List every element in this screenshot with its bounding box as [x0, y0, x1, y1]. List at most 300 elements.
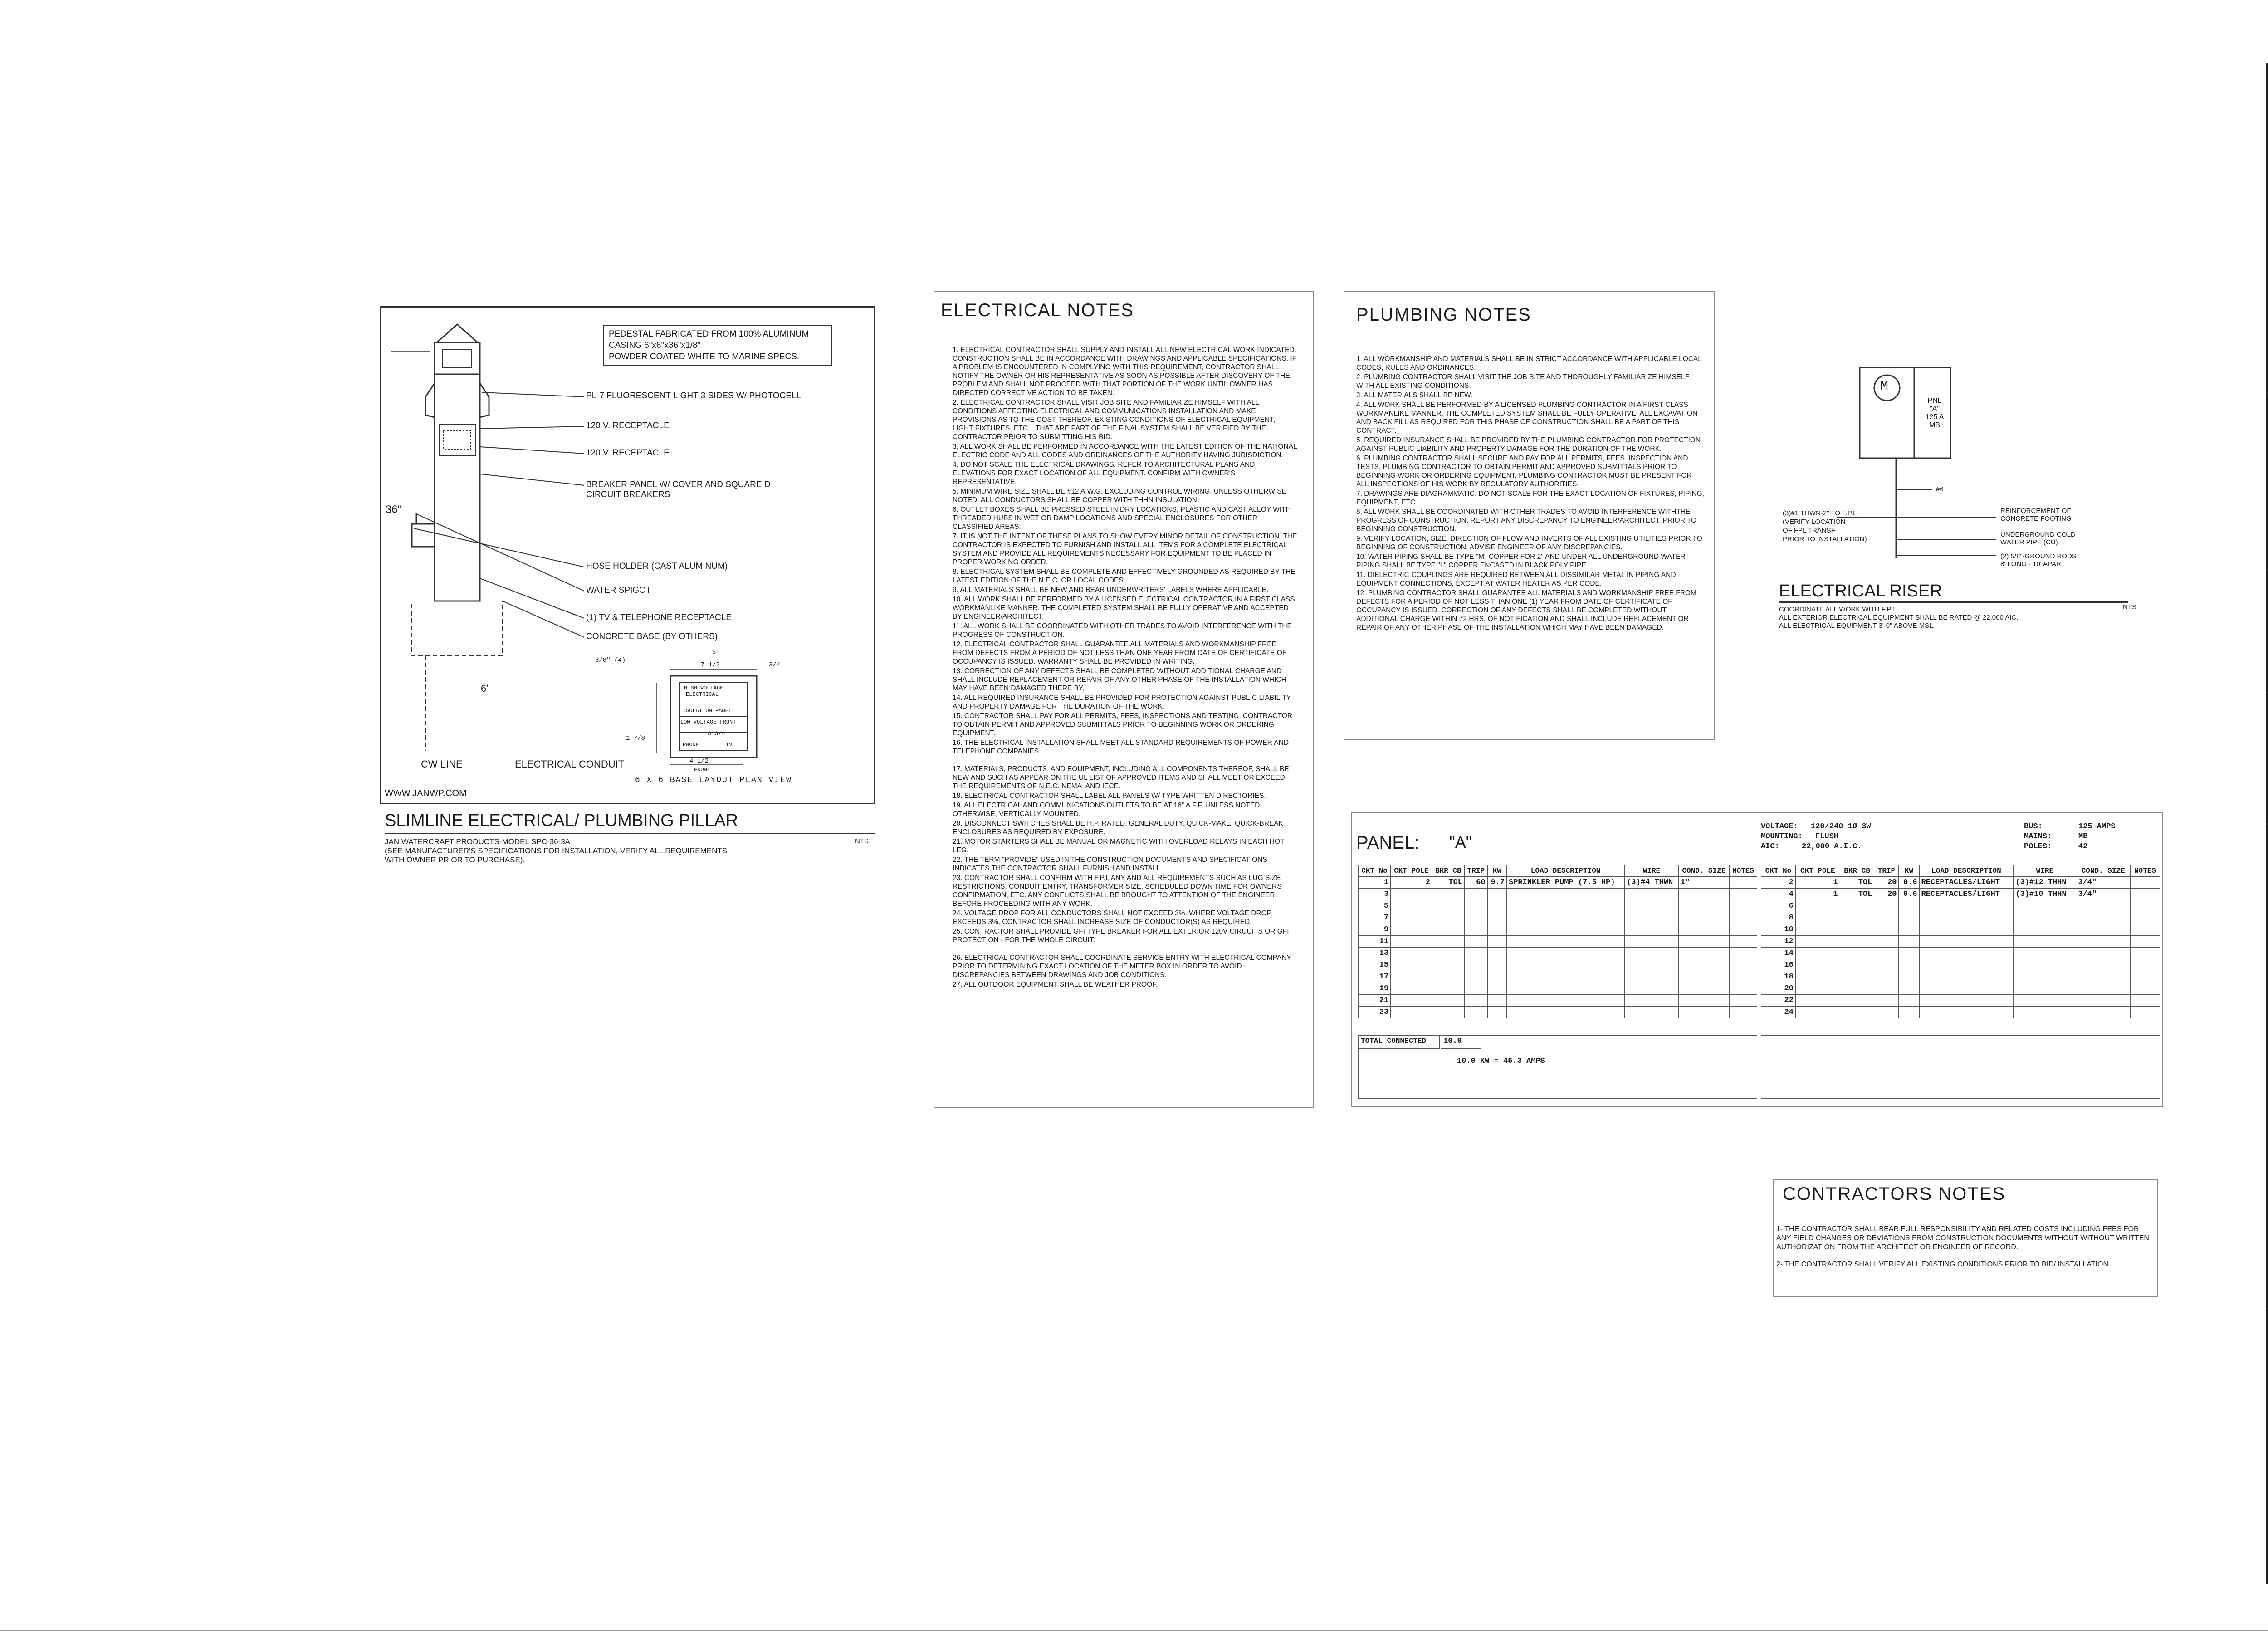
panel-cell: [1874, 924, 1899, 936]
pillar-label-hose-holder: HOSE HOLDER (CAST ALUMINUM): [586, 562, 728, 571]
riser-pnl-line: "A": [1929, 405, 1940, 413]
panel-header-cell: COND. SIZE: [2076, 865, 2131, 877]
panel-total-label: TOTAL CONNECTED: [1358, 1035, 1440, 1049]
plumbing-note: 1. ALL WORKMANSHIP AND MATERIALS SHALL BE IN STRICT ACCORDANCE WITH APPLICABLE LOCAL CODES, RULES AND ORDINANCES.: [1356, 355, 1702, 372]
panel-cell: [2131, 912, 2160, 924]
panel-cell: [2131, 889, 2160, 900]
panel-cell: [1840, 959, 1874, 971]
panel-row: [1761, 877, 2160, 889]
riser-title: ELECTRICAL RISER: [1779, 582, 1942, 601]
panel-cell: [1464, 971, 1487, 983]
panel-cell: [1795, 959, 1840, 971]
panel-cell: 0.6: [1899, 877, 1919, 889]
plumbing-note: 12. PLUMBING CONTRACTOR SHALL GUARANTEE ALL MATERIALS AND WORKMANSHIP FREE FROM DEFECTS FOR A PERIOD OF NOT LESS THAN ONE (1) YEAR FROM DATE OF CERTIFICATE OF OCCUPANCY IS ISSUED. CORRECTION OF ANY DEFECTS SHALL BE COMPLETED WITHOUT ADDITIONAL CHARGE WITHIN 72 HRS. OF NOTIFICATION AND SHALL INCLUDE REPLACEMENT OR REPAIR OF ANY OTHER PHASE OF THE INSTALLATION WHICH MAY HAVE BEEN DAMAGED.: [1356, 589, 1696, 631]
panel-cell: [1730, 959, 1757, 971]
panel-cell: [2014, 959, 2076, 971]
panel-cell: [2076, 948, 2131, 959]
panel-row: [1359, 948, 1757, 959]
panel-cell: [1840, 900, 1874, 912]
pillar-spec-line: PEDESTAL FABRICATED FROM 100% ALUMINUM: [609, 329, 809, 339]
electrical-note: 5. MINIMUM WIRE SIZE SHALL BE #12 A.W.G. EXCLUDING CONTROL WIRING. UNLESS OTHERWISE NOTED, ALL CONDUCTORS SHALL BE COPPER WITH THHN INSULATION.: [953, 488, 1286, 504]
panel-cell: [1795, 948, 1840, 959]
panel-cell: [1625, 912, 1679, 924]
plan-label-hv: HIGH VOLTAGE: [684, 685, 723, 691]
panel-cell: 9: [1359, 924, 1391, 936]
plumbing-note: 2. PLUMBING CONTRACTOR SHALL VISIT THE JOB SITE AND THOROUGHLY FAMILIARIZE HIMSELF WITH ALL EXISTING CONDITIONS.: [1356, 373, 1690, 390]
riser-right-line: CONCRETE FOOTING: [2000, 515, 2072, 523]
riser-panel-label: [1916, 397, 1953, 430]
riser-nts: NTS: [2123, 603, 2136, 611]
plumbing-note: 8. ALL WORK SHALL BE COORDINATED WITH OTHER TRADES TO AVOID INTERFERENCE WITHTHE PROGRESS OF CONSTRUCTION. REPORT ANY DISCREPANCY TO ENGINEER/ARCHITECT. PRIOR TO BEGINNING CONSTRUCTION.: [1356, 508, 1697, 533]
panel-row: [1359, 924, 1757, 936]
panel-cell: [1795, 1007, 1840, 1018]
electrical-note: 9. ALL MATERIALS SHALL BE NEW AND BEAR UNDERWRITERS' LABELS WHERE APPLICABLE.: [953, 586, 1269, 594]
panel-cell: [1730, 889, 1757, 900]
riser-right-labels: [2000, 507, 2077, 568]
pillar-sub-line: JAN WATERCRAFT PRODUCTS-MODEL SPC-36-3A: [385, 837, 570, 846]
panel-cell: [1391, 983, 1432, 995]
panel-cell: [1432, 995, 1464, 1007]
panel-cell: 15: [1359, 959, 1391, 971]
panel-cell: [1795, 995, 1840, 1007]
panel-cell: [1874, 948, 1899, 959]
panel-cell: 24: [1761, 1007, 1796, 1018]
panel-cell: [1919, 983, 2014, 995]
panel-cell: [1464, 912, 1487, 924]
panel-cell: [1506, 924, 1624, 936]
panel-total-value: 10.9: [1441, 1035, 1481, 1049]
panel-cell: 20: [1761, 983, 1796, 995]
panel-cell: [2014, 900, 2076, 912]
panel-cell: 3/4": [2076, 877, 2131, 889]
panel-cell: [1840, 948, 1874, 959]
panel-cell: [2014, 924, 2076, 936]
pillar-label-water-spigot: WATER SPIGOT: [586, 586, 651, 595]
panel-row: [1761, 912, 2160, 924]
panel-cell: [1506, 983, 1624, 995]
panel-cell: [1874, 959, 1899, 971]
plan-label-lv: LOW VOLTAGE FRONT: [680, 719, 736, 725]
panel-cell: [1464, 995, 1487, 1007]
panel-cell: (3)#4 THWN: [1625, 877, 1679, 889]
panel-cell: TOL: [1840, 889, 1874, 900]
panel-cell: [1391, 924, 1432, 936]
plumbing-note: 6. PLUMBING CONTRACTOR SHALL SECURE AND PAY FOR ALL PERMITS, FEES, INSPECTION AND TESTS, PLUMBING CONTRACTOR TO OBTAIN PERMIT AND APPROVED SUBMITTALS PRIOR TO BEGINNING WORK OR ORDERING EQUIPMENT. PLUMBING CONTRACTOR MUST BE PRESENT FOR ALL INSPECTIONS OF HIS WORK BY REGULATORY AUTHORITIES.: [1356, 455, 1692, 488]
panel-cell: 1: [1795, 877, 1840, 889]
panel-voltage: 120/240 1Ø 3W: [1811, 822, 1871, 831]
pillar-nts: NTS: [855, 837, 869, 845]
riser-title-underline: [1779, 601, 2128, 603]
panel-cell: 13: [1359, 948, 1391, 959]
panel-cell: [1391, 995, 1432, 1007]
riser-note: ALL EXTERIOR ELECTRICAL EQUIPMENT SHALL BE RATED @ 22,000 AIC.: [1779, 614, 2019, 621]
project-name-label: [2266, 1291, 2268, 1301]
pillar-label-concrete-base: CONCRETE BASE (BY OTHERS): [586, 632, 718, 641]
electrical-note: 22. THE TERM "PROVIDE" USED IN THE CONSTRUCTION DOCUMENTS AND SPECIFICATIONS INDICATES THE CONTRACTOR SHALL FURNISH AND INSTALL.: [953, 856, 1267, 872]
panel-cell: TOL: [1840, 877, 1874, 889]
panel-cell: [1874, 1007, 1899, 1018]
electrical-note: 12. ELECTRICAL CONTRACTOR SHALL GUARANTEE ALL MATERIALS AND WORKMANSHIP FREE FROM DEFECTS FROM A PERIOD OF NOT LESS THAN ONE YEAR FROM DATE OF CERTIFICATE OF OCCUPANCY IS ISSUED. WARRANTY SHALL BE PROVIDED IN WRITING.: [953, 640, 1287, 665]
panel-cell: 10: [1761, 924, 1796, 936]
panel-cell: [2076, 959, 2131, 971]
panel-cell: [1678, 959, 1729, 971]
riser-meter-symbol: M: [1880, 379, 1889, 394]
panel-cell: [1464, 983, 1487, 995]
panel-cell: [2076, 936, 2131, 948]
panel-row: [1761, 889, 2160, 900]
panel-cell: [1730, 983, 1757, 995]
project-section: [2266, 825, 2268, 1309]
panel-cell: [1730, 924, 1757, 936]
plumbing-note: 3. ALL MATERIALS SHALL BE NEW.: [1356, 391, 1473, 399]
panel-cell: [1678, 924, 1729, 936]
panel-cell: [1506, 1007, 1624, 1018]
electrical-note: 26. ELECTRICAL CONTRACTOR SHALL COORDINATE SERVICE ENTRY WITH ELECTRICAL COMPANY PRIOR TO DETERMINING EXACT LOCATION OF THE METER BOX IN ORDER TO AVOID DISCREPANCIES BETWEEN DRAWINGS AND JOB CONDITIONS.: [953, 954, 1291, 979]
panel-cell: 3: [1359, 889, 1391, 900]
panel-cell: [1432, 900, 1464, 912]
panel-cell: [1899, 912, 1919, 924]
riser-ground-6: #6: [1936, 485, 1944, 493]
panel-mains-lbl: MAINS:: [2024, 832, 2052, 841]
panel-cell: [1464, 1007, 1487, 1018]
panel-cell: [2014, 912, 2076, 924]
riser-service-line: PRIOR TO INSTALLATION): [1783, 535, 1867, 543]
panel-row: [1359, 912, 1757, 924]
panel-cell: [2076, 971, 2131, 983]
panel-cell: [1432, 1007, 1464, 1018]
firm-section: [2266, 63, 2268, 394]
panel-cell: [1432, 912, 1464, 924]
panel-cell: [1840, 936, 1874, 948]
panel-poles: 42: [2078, 842, 2088, 851]
panel-cell: 1: [1359, 877, 1391, 889]
panel-bus-lbl: BUS:: [2024, 822, 2043, 831]
panel-cell: [2131, 983, 2160, 995]
panel-cell: [1678, 1007, 1729, 1018]
panel-cell: [1840, 983, 1874, 995]
electrical-note: 18. ELECTRICAL CONTRACTOR SHALL LABEL ALL PANELS W/ TYPE WRITTEN DIRECTORIES.: [953, 792, 1266, 800]
panel-cell: [2014, 983, 2076, 995]
panel-cell: [1625, 889, 1679, 900]
panel-cell: 6: [1761, 900, 1796, 912]
panel-cell: [1487, 1007, 1506, 1018]
panel-header-cell: KW: [1487, 865, 1506, 877]
plan-label-front: FRONT: [694, 767, 711, 773]
panel-cell: [1730, 936, 1757, 948]
panel-cell: [1919, 995, 2014, 1007]
panel-cell: [1432, 948, 1464, 959]
plan-dim-1-7-8: 1 7/8: [626, 735, 645, 742]
electrical-note: 14. ALL REQUIRED INSURANCE SHALL BE PROVIDED FOR PROTECTION AGAINST PUBLIC LIABILITY AND PROPERTY DAMAGE FOR THE DURATION OF THE WORK.: [953, 694, 1291, 710]
panel-cell: [1464, 924, 1487, 936]
panel-cell: [1874, 971, 1899, 983]
electrical-note: 4. DO NOT SCALE THE ELECTRICAL DRAWINGS. REFER TO ARCHITECTURAL PLANS AND ELEVATIONS FOR EXACT LOCATION OF ALL EQUIPMENT. CONFIRM WITH OWNER'S REPRESENTATIVE.: [953, 461, 1255, 486]
panel-header-cell: BKR CB: [1840, 865, 1874, 877]
panel-cell: [1487, 889, 1506, 900]
panel-cell: [1678, 983, 1729, 995]
panel-cell: [1840, 912, 1874, 924]
panel-cell: RECEPTACLES/LIGHT: [1919, 877, 2014, 889]
panel-aic-lbl: AIC:: [1761, 842, 1779, 851]
panel-cell: [1506, 959, 1624, 971]
panel-table-left: [1358, 865, 1757, 1018]
panel-cell: [1625, 936, 1679, 948]
panel-cell: 23: [1359, 1007, 1391, 1018]
electrical-note: 11. ALL WORK SHALL BE COORDINATED WITH OTHER TRADES TO AVOID INTERFERENCE WITH THE PROGRESS OF CONSTRUCTION.: [953, 622, 1292, 639]
panel-cell: [2076, 995, 2131, 1007]
panel-cell: 12: [1761, 936, 1796, 948]
panel-row: [1761, 995, 2160, 1007]
panel-cell: [1506, 948, 1624, 959]
panel-cell: [2076, 900, 2131, 912]
panel-cell: [1391, 889, 1432, 900]
electrical-notes-title: ELECTRICAL NOTES: [941, 300, 1134, 320]
panel-row: [1359, 889, 1757, 900]
riser-service-line: (3)#1 THWN-2" TO F.P.L: [1783, 509, 1857, 517]
panel-cell: 2: [1761, 877, 1796, 889]
contractors-notes-list: [1776, 1225, 2153, 1270]
contractors-note: 2- THE CONTRACTOR SHALL VERIFY ALL EXISTING CONDITIONS PRIOR TO BID/ INSTALLATION.: [1776, 1261, 2111, 1268]
panel-row: [1761, 924, 2160, 936]
plan-label-tv: TV: [726, 742, 733, 748]
pillar-sub: [385, 837, 727, 865]
pillar-website: WWW.JANWP.COM: [385, 788, 467, 798]
plumbing-notes-list: [1356, 355, 1706, 633]
panel-cell: 1: [1795, 889, 1840, 900]
panel-cell: [2131, 959, 2160, 971]
panel-header-cell: LOAD DESCRIPTION: [1506, 865, 1624, 877]
panel-cell: [1391, 900, 1432, 912]
panel-cell: [1919, 948, 2014, 959]
plan-dim-38: 3/8" (4): [595, 657, 626, 664]
panel-cell: [1432, 983, 1464, 995]
panel-cell: [1899, 995, 1919, 1007]
electrical-note: 10. ALL WORK SHALL BE PERFORMED BY A LICENSED ELECTRICAL CONTRACTOR IN A FIRST CLASS WORKMANLIKE MANNER. THE COMPLETED SYSTEM SHALL BE FULLY OPERATIVE AND ACCEPTED BY ENGINEER/ARCHITECT.: [953, 596, 1295, 621]
panel-cell: [2014, 1007, 2076, 1018]
riser-right-line: WATER PIPE (CU): [2000, 538, 2058, 546]
panel-cell: [1487, 924, 1506, 936]
plumbing-note: 5. REQUIRED INSURANCE SHALL BE PROVIDED BY THE PLUMBING CONTRACTOR FOR PROTECTION AGAINST PUBLIC LIABILITY AND PROPERTY DAMAGE FOR THE DURATION OF THE WORK.: [1356, 436, 1701, 453]
plan-dim-3-4: 3/4: [769, 661, 781, 669]
panel-mounting: FLUSH: [1815, 832, 1839, 841]
panel-cell: [1464, 948, 1487, 959]
panel-poles-lbl: POLES:: [2024, 842, 2052, 851]
plan-label-iso: ISOLATION PANEL: [683, 708, 732, 714]
riser-right-line: (2) 5/8"-GROUND RODS: [2000, 552, 2077, 560]
electrical-note: 20. DISCONNECT SWITCHES SHALL BE H.P. RATED, GENERAL DUTY, QUICK-MAKE, QUICK-BREAK ENCLOSURES AS REQUIRED BY EXPOSURE.: [953, 820, 1283, 836]
panel-cell: [2131, 948, 2160, 959]
pillar-drawing: [380, 306, 875, 804]
panel-header-cell: LOAD DESCRIPTION: [1919, 865, 2014, 877]
panel-row: [1761, 948, 2160, 959]
electrical-note: 24. VOLTAGE DROP FOR ALL CONDUCTORS SHALL NOT EXCEED 3%. WHERE VOLTAGE DROP EXCEEDS 3%, CONTRACTOR SHALL INCREASE SIZE OF CONDUCTOR(S) AS REQUIRED.: [953, 909, 1271, 926]
panel-cell: 60: [1464, 877, 1487, 889]
panel-cell: [1678, 995, 1729, 1007]
panel-cell: [1432, 936, 1464, 948]
panel-cell: [1432, 924, 1464, 936]
panel-cell: 14: [1761, 948, 1796, 959]
panel-cell: [1464, 936, 1487, 948]
panel-cell: [1919, 1007, 2014, 1018]
panel-cell: [1874, 995, 1899, 1007]
plumbing-note: 4. ALL WORK SHALL BE PERFORMED BY A LICENSED PLUMBING CONTRACTOR IN A FIRST CLASS WORKMANLIKE MANNER. THE COMPLETED SYSTEM SHALL BE FULLY OPERATIVE. ALL EXCAVATION AND BACK FILL AS REQUIRED FOR THIS PHASE OF CONSTRUCTION SHALL BE A PART OF THIS CONTRACT.: [1356, 401, 1698, 435]
panel-cell: [1625, 959, 1679, 971]
panel-header-cell: COND. SIZE: [1678, 865, 1729, 877]
riser-note: COORDINATE ALL WORK WITH F.P.L: [1779, 606, 1897, 613]
panel-header-cell: WIRE: [1625, 865, 1679, 877]
pillar-electrical-conduit: ELECTRICAL CONDUIT: [515, 758, 625, 770]
panel-cell: [1840, 1007, 1874, 1018]
panel-cell: [1730, 995, 1757, 1007]
panel-cell: [1678, 912, 1729, 924]
panel-cell: [1391, 936, 1432, 948]
panel-cell: [1919, 971, 2014, 983]
contractors-note: 1- THE CONTRACTOR SHALL BEAR FULL RESPONSIBILITY AND RELATED COSTS INCLUDING FEES FOR ANY FIELD CHANGES OR DEVIATIONS FROM CONSTRUCTION DOCUMENTS WITHOUT WITHOUT WRITTEN AUTHORIZATION FROM THE ARCHITECT OR ENGINEER OF RECORD.: [1776, 1225, 2149, 1251]
panel-cell: [1730, 948, 1757, 959]
panel-aic: 22,000 A.I.C.: [1802, 842, 1862, 851]
panel-cell: [2014, 971, 2076, 983]
panel-cell: 20: [1874, 877, 1899, 889]
panel-cell: [2131, 877, 2160, 889]
riser-service-line: (VERIFY LOCATION: [1783, 518, 1846, 526]
electrical-notes-list: [953, 346, 1297, 990]
panel-cell: [1678, 948, 1729, 959]
panel-header-cell: CKT POLE: [1795, 865, 1840, 877]
riser-notes: [1779, 606, 2018, 630]
electrical-note: 17. MATERIALS, PRODUCTS, AND EQUIPMENT, INCLUDING ALL COMPONENTS THEREOF, SHALL BE NEW AND SUCH AS APPEAR ON THE UL LIST OF APPROVED ITEMS AND SHALL MEET OR EXCEED THE REQUIREMENTS OF N.E.C. NEMA, AND IECE.: [953, 765, 1289, 790]
pillar-spec-line: POWDER COATED WHITE TO MARINE SPECS.: [609, 352, 800, 362]
panel-cell: [2076, 912, 2131, 924]
panel-header-cell: NOTES: [1730, 865, 1757, 877]
panel-cell: [1678, 971, 1729, 983]
panel-cell: [1625, 983, 1679, 995]
electrical-note: 15. CONTRACTOR SHALL PAY FOR ALL PERMITS, FEES, INSPECTIONS AND TESTING. CONTRACTOR TO OBTAIN PERMIT AND APPROVED SUBMITTALS PRIOR TO BEGINNING WORK OR ORDERING EQUIPMENT.: [953, 712, 1293, 737]
pillar-spec-line: CASING 6"x6"x36"x1/8": [609, 341, 701, 350]
panel-cell: 5: [1359, 900, 1391, 912]
plan-caption: 6 X 6 BASE LAYOUT PLAN VIEW: [635, 776, 792, 785]
panel-cell: [1730, 971, 1757, 983]
panel-cell: 11: [1359, 936, 1391, 948]
electrical-note: 21. MOTOR STARTERS SHALL BE MANUAL OR MAGNETIC WITH OVERLOAD RELAYS IN EACH HOT LEG.: [953, 838, 1285, 854]
panel-cell: [1506, 936, 1624, 948]
panel-row: [1359, 936, 1757, 948]
panel-cell: 18: [1761, 971, 1796, 983]
panel-cell: [1391, 912, 1432, 924]
panel-cell: [1899, 948, 1919, 959]
panel-cell: [1678, 900, 1729, 912]
panel-cell: [1464, 900, 1487, 912]
contractors-notes-title: CONTRACTORS NOTES: [1783, 1184, 2006, 1204]
pillar-label-receptacle-1: 120 V. RECEPTACLE: [586, 421, 670, 430]
panel-row: [1359, 959, 1757, 971]
electrical-note: 6. OUTLET BOXES SHALL BE PRESSED STEEL IN DRY LOCATIONS, PLASTIC AND CAST ALLOY WITH THREADED HUBS IN WET OR DAMP LOCATIONS AND SPECIAL ENCLOSURES FOR OTHER CLASSIFIED AREAS.: [953, 506, 1291, 531]
panel-row: [1359, 900, 1757, 912]
panel-cell: [1874, 900, 1899, 912]
panel-row: [1761, 1007, 2160, 1018]
panel-cell: [1899, 971, 1919, 983]
panel-cell: [2076, 924, 2131, 936]
panel-cell: 21: [1359, 995, 1391, 1007]
panel-row: [1761, 959, 2160, 971]
panel-cell: [1899, 924, 1919, 936]
panel-cell: 7: [1359, 912, 1391, 924]
panel-cell: [1506, 971, 1624, 983]
panel-cell: [1506, 889, 1624, 900]
panel-cell: [1391, 959, 1432, 971]
panel-cell: [2076, 1007, 2131, 1018]
pillar-title-underline: [385, 833, 875, 834]
panel-cell: [1625, 948, 1679, 959]
panel-header-cell: WIRE: [2014, 865, 2076, 877]
panel-header-cell: TRIP: [1874, 865, 1899, 877]
panel-row: [1359, 983, 1757, 995]
panel-cell: [1899, 983, 1919, 995]
plumbing-note: 9. VERIFY LOCATION, SIZE, DIRECTION OF FLOW AND INVERTS OF ALL EXISTING UTILITIES PRIOR TO BEGINNING OF CONSTRUCTION. ADVISE ENGINEER OF ANY DISCREPANCIES.: [1356, 535, 1702, 551]
pillar-label-light: PL-7 FLUORESCENT LIGHT 3 SIDES W/ PHOTOCELL: [586, 391, 802, 401]
panel-cell: [1391, 1007, 1432, 1018]
panel-cell: [1432, 971, 1464, 983]
panel-header-cell: KW: [1899, 865, 1919, 877]
panel-cell: [1899, 1007, 1919, 1018]
panel-mounting-lbl: MOUNTING:: [1761, 832, 1803, 841]
panel-cell: [1625, 924, 1679, 936]
panel-cell: (3)#10 THHN: [2014, 889, 2076, 900]
panel-cell: [1874, 936, 1899, 948]
riser-diagram: [1769, 354, 2177, 608]
plan-dim-4-5: 4 1/2: [689, 758, 709, 765]
panel-header-row: [1761, 865, 2160, 877]
panel-cell: [1487, 983, 1506, 995]
panel-cell: [2131, 936, 2160, 948]
panel-cell: [1795, 912, 1840, 924]
panel-cell: 4: [1761, 889, 1796, 900]
panel-cell: [1795, 936, 1840, 948]
panel-cell: [1874, 983, 1899, 995]
panel-cell: [1840, 924, 1874, 936]
panel-total-line: 10.9 KW = 45.3 AMPS: [1457, 1057, 1545, 1066]
electrical-note: 7. IT IS NOT THE INTENT OF THESE PLANS TO SHOW EVERY MINOR DETAIL OF CONSTRUCTION. THE CONTRACTOR IS EXPECTED TO FURNISH AND INSTALL ALL ITEMS FOR A COMPLETE ELECTRICAL SYSTEM AND PROVIDE ALL REQUIREMENTS NECESSARY FOR EQUIPMENT TO BE PLACED IN PROPER WORKING ORDER.: [953, 533, 1297, 566]
panel-cell: [2014, 995, 2076, 1007]
riser-pnl-line: MB: [1929, 421, 1940, 429]
riser-note: ALL ELECTRICAL EQUIPMENT 3'-0" ABOVE MSL.: [1779, 622, 1935, 630]
panel-header-cell: CKT No: [1359, 865, 1391, 877]
plumbing-note: 7. DRAWINGS ARE DIAGRAMMATIC. DO NOT SCALE FOR THE EXACT LOCATION OF FIXTURES, PIPING, EQUIPMENT, ETC.: [1356, 490, 1705, 506]
panel-cell: [1506, 912, 1624, 924]
panel-cell: 0.6: [1899, 889, 1919, 900]
panel-cell: [1730, 1007, 1757, 1018]
panel-cell: RECEPTACLES/LIGHT: [1919, 889, 2014, 900]
electrical-note: 27. ALL OUTDOOR EQUIPMENT SHALL BE WEATHER PROOF.: [953, 981, 1158, 988]
electrical-note: 25. CONTRACTOR SHALL PROVIDE GFI TYPE BREAKER FOR ALL EXTERIOR 120V CIRCUITS OR GFI PROTECTION - FOR THE WHOLE CIRCUIT.: [953, 928, 1289, 944]
panel-cell: [1919, 912, 2014, 924]
panel-cell: [1678, 936, 1729, 948]
pillar-label-breakers: CIRCUIT BREAKERS: [586, 490, 670, 499]
panel-cell: 19: [1359, 983, 1391, 995]
pillar-label-breaker-panel: BREAKER PANEL W/ COVER AND SQUARE D: [586, 480, 771, 489]
panel-row: [1359, 877, 1757, 889]
panel-cell: [1840, 995, 1874, 1007]
panel-cell: [1391, 948, 1432, 959]
panel-row: [1761, 971, 2160, 983]
pillar-sub-line: WITH OWNER PRIOR TO PURCHASE).: [385, 856, 525, 864]
panel-cell: [1730, 877, 1757, 889]
panel-total-frame-right: [1761, 1035, 2160, 1099]
panel-cell: [1795, 971, 1840, 983]
panel-label: PANEL:: [1356, 833, 1420, 853]
panel-table-right: [1761, 865, 2160, 1018]
riser-service-line: OF FPL TRANSF: [1783, 527, 1835, 534]
electrical-note: 13. CORRECTION OF ANY DEFECTS SHALL BE COMPLETED WITHOUT ADDITIONAL CHARGE AND SHALL INCLUDE REPLACEMENT OR REPAIR OF ANY OTHER PHASE OF THE INSTALLATION WHICH MAY HAVE BEEN DAMAGED THERE BY.: [953, 667, 1286, 692]
